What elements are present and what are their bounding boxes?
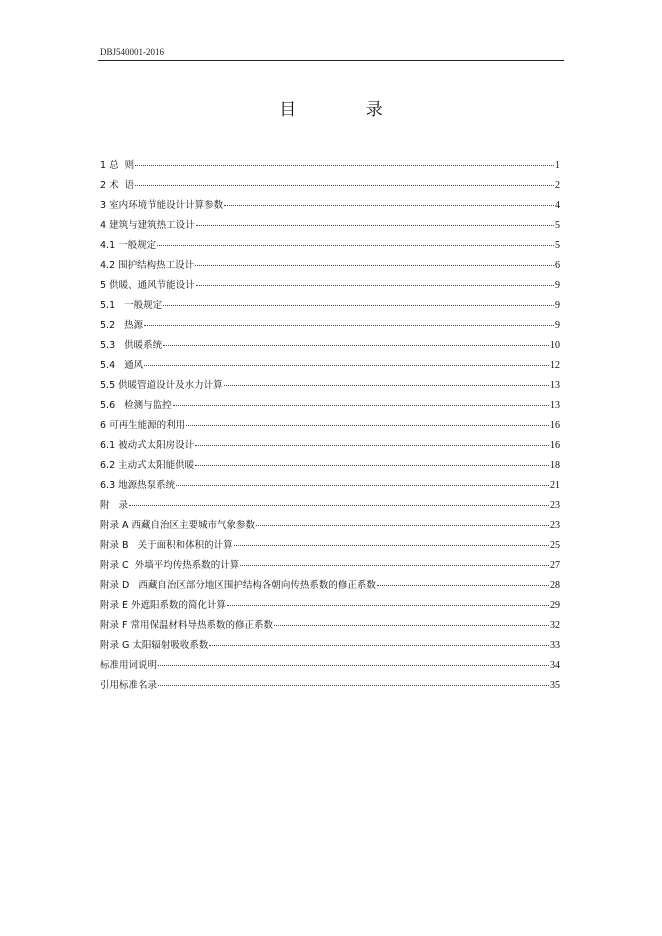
toc-dot-leader: [274, 625, 549, 626]
document-code: DBJ540001-2016: [100, 47, 165, 57]
toc-dot-leader: [196, 285, 554, 286]
toc-entry-label: 附录 F 常用保温材料导热系数的修正系数: [100, 620, 274, 631]
toc-dot-leader: [158, 665, 549, 666]
toc-entry[interactable]: [100, 677, 560, 697]
toc-entry-label: 6.1 被动式太阳房设计: [100, 440, 195, 451]
toc-dot-leader: [227, 605, 549, 606]
toc-entry-page: 35: [550, 680, 560, 691]
toc-entry[interactable]: [100, 517, 560, 537]
toc-entry-label: 1 总 则: [100, 160, 135, 171]
toc-dot-leader: [144, 365, 549, 366]
toc-entry[interactable]: [100, 577, 560, 597]
toc-entry-page: 4: [555, 200, 560, 211]
toc-dot-leader: [195, 265, 554, 266]
toc-entry[interactable]: [100, 157, 560, 177]
toc-entry[interactable]: [100, 337, 560, 357]
toc-entry-page: 9: [555, 320, 560, 331]
toc-entry-page: 16: [550, 440, 560, 451]
toc-entry-page: 9: [555, 300, 560, 311]
toc-dot-leader: [224, 205, 554, 206]
toc-entry-label: 6 可再生能源的利用: [100, 420, 186, 431]
toc-dot-leader: [129, 505, 549, 506]
toc-entry[interactable]: [100, 437, 560, 457]
table-of-contents: [100, 157, 560, 697]
toc-entry-label: 4.2 围护结构热工设计: [100, 260, 195, 271]
toc-entry[interactable]: [100, 237, 560, 257]
toc-entry-page: 33: [550, 640, 560, 651]
toc-entry-page: 25: [550, 540, 560, 551]
toc-entry[interactable]: [100, 497, 560, 517]
toc-entry-label: 附 录: [100, 500, 129, 511]
toc-entry[interactable]: [100, 217, 560, 237]
toc-entry[interactable]: [100, 397, 560, 417]
toc-entry[interactable]: [100, 637, 560, 657]
toc-entry-page: 1: [555, 160, 560, 171]
toc-entry-page: 5: [555, 240, 560, 251]
toc-entry-label: 4.1 一般规定: [100, 240, 157, 251]
toc-entry[interactable]: [100, 557, 560, 577]
toc-entry-page: 16: [550, 420, 560, 431]
toc-entry-page: 28: [550, 580, 560, 591]
toc-dot-leader: [173, 405, 549, 406]
toc-entry-label: 附录 D 西藏自治区部分地区围护结构各朝向传热系数的修正系数: [100, 580, 376, 591]
toc-entry-page: 10: [550, 340, 560, 351]
toc-entry-label: 5.2 热源: [100, 320, 144, 331]
toc-dot-leader: [234, 545, 549, 546]
toc-entry-page: 21: [550, 480, 560, 491]
toc-entry[interactable]: [100, 657, 560, 677]
toc-entry-page: 9: [555, 280, 560, 291]
toc-entry-page: 5: [555, 220, 560, 231]
toc-entry[interactable]: [100, 197, 560, 217]
toc-entry[interactable]: [100, 297, 560, 317]
toc-dot-leader: [158, 685, 549, 686]
toc-entry-label: 5.1 一般规定: [100, 300, 163, 311]
toc-entry[interactable]: [100, 257, 560, 277]
toc-entry-label: 附录 A 西藏自治区主要城市气象参数: [100, 520, 256, 531]
toc-entry-page: 32: [550, 620, 560, 631]
toc-dot-leader: [196, 225, 554, 226]
toc-dot-leader: [186, 425, 549, 426]
toc-entry-label: 5 供暖、通风节能设计: [100, 280, 195, 291]
toc-dot-leader: [163, 345, 549, 346]
page-title: 目 录: [279, 100, 415, 120]
toc-entry-page: 23: [550, 500, 560, 511]
toc-entry-label: 6.2 主动式太阳能供暖: [100, 460, 195, 471]
toc-entry-label: 附录 B 关于面积和体积的计算: [100, 540, 233, 551]
toc-dot-leader: [240, 565, 549, 566]
toc-dot-leader: [224, 385, 549, 386]
toc-dot-leader: [135, 165, 554, 166]
toc-entry[interactable]: [100, 317, 560, 337]
toc-dot-leader: [135, 185, 554, 186]
toc-entry-page: 6: [555, 260, 560, 271]
toc-entry[interactable]: [100, 537, 560, 557]
toc-entry-page: 29: [550, 600, 560, 611]
toc-entry[interactable]: [100, 477, 560, 497]
header-divider: [98, 60, 564, 61]
toc-dot-leader: [144, 325, 554, 326]
toc-entry-label: 标准用词说明: [100, 660, 158, 671]
toc-entry[interactable]: [100, 417, 560, 437]
toc-entry-label: 6.3 地源热泵系统: [100, 480, 176, 491]
toc-entry-page: 13: [550, 380, 560, 391]
toc-entry-label: 3 室内环境节能设计计算参数: [100, 200, 224, 211]
toc-entry-label: 5.3 供暖系统: [100, 340, 163, 351]
toc-dot-leader: [377, 585, 549, 586]
toc-entry[interactable]: [100, 277, 560, 297]
toc-entry[interactable]: [100, 597, 560, 617]
toc-entry[interactable]: [100, 357, 560, 377]
toc-dot-leader: [209, 645, 549, 646]
toc-entry-page: 23: [550, 520, 560, 531]
toc-entry-label: 5.5 供暖管道设计及水力计算: [100, 380, 223, 391]
toc-entry-label: 4 建筑与建筑热工设计: [100, 220, 195, 231]
toc-dot-leader: [256, 525, 549, 526]
toc-entry[interactable]: [100, 617, 560, 637]
toc-dot-leader: [195, 445, 549, 446]
toc-entry[interactable]: [100, 377, 560, 397]
toc-entry-label: 2 术 语: [100, 180, 135, 191]
toc-entry-page: 18: [550, 460, 560, 471]
toc-dot-leader: [163, 305, 554, 306]
toc-dot-leader: [157, 245, 554, 246]
toc-entry[interactable]: [100, 177, 560, 197]
toc-entry-label: 附录 G 太阳辐射吸收系数: [100, 640, 209, 651]
toc-entry-label: 5.4 通风: [100, 360, 144, 371]
toc-entry-label: 附录 E 外遮阳系数的简化计算: [100, 600, 227, 611]
toc-entry-page: 12: [550, 360, 560, 371]
toc-entry-page: 13: [550, 400, 560, 411]
toc-entry-label: 引用标准名录: [100, 680, 158, 691]
toc-entry-page: 34: [550, 660, 560, 671]
toc-entry-page: 27: [550, 560, 560, 571]
toc-entry[interactable]: [100, 457, 560, 477]
toc-entry-label: 附录 C 外墙平均传热系数的计算: [100, 560, 240, 571]
toc-entry-page: 2: [555, 180, 560, 191]
toc-dot-leader: [176, 485, 549, 486]
toc-entry-label: 5.6 检测与监控: [100, 400, 172, 411]
toc-dot-leader: [195, 465, 549, 466]
